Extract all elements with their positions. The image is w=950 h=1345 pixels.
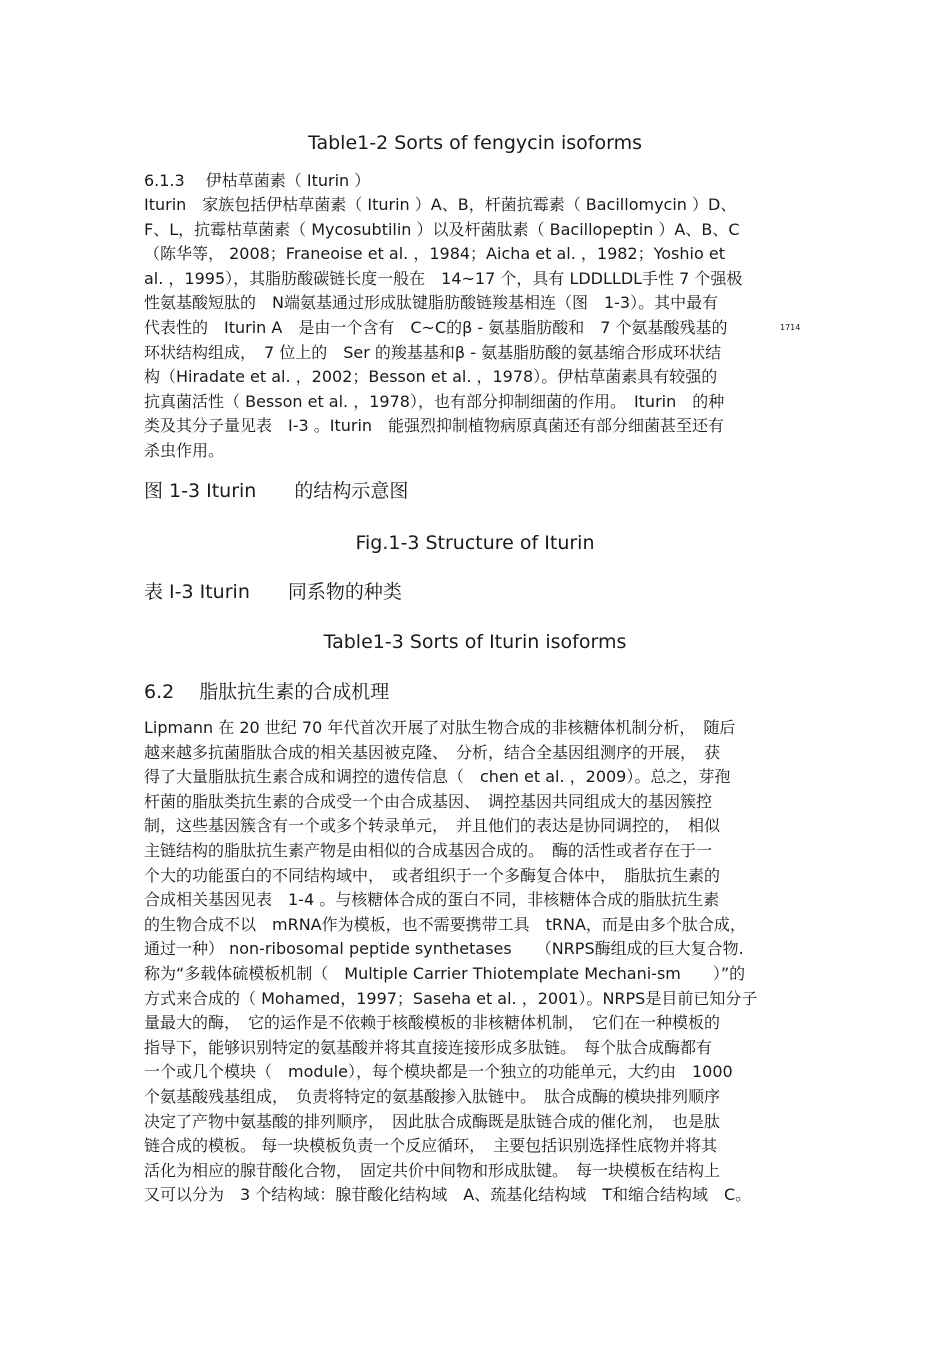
text-line: 抗真菌活性（ Besson et al. ，1978），也有部分抑制细菌的作用。 Iturin 的种 — [144, 391, 725, 411]
text-line: 指导下，能够识别特定的氨基酸并将其直接连接形成多肽链。 每个肽合成酶都有 — [144, 1037, 713, 1057]
text-line: 合成相关基因见表 1-4 。与核糖体合成的蛋白不同，非核糖体合成的脂肽抗生素 — [144, 890, 720, 910]
text-line: Iturin 家族包括伊枯草菌素（ Iturin ）A、B，杆菌抗霉素（ Bacillomycin ）D、 — [144, 195, 737, 214]
text-line: 又可以分为 3 个结构域：腺苷酸化结构域 A、巯基化结构域 T和缩合结构域 C。 — [144, 1185, 752, 1205]
text-line: F、L，抗霉枯草菌素（ Mycosubtilin ）以及杆菌肽素（ Bacillopeptin ）A、B、C — [144, 219, 740, 239]
text-line: 通过一种） non-ribosomal peptide synthetases （NRPS酶组成的巨大复合物. — [144, 939, 744, 959]
text-line: 主链结构的脂肽抗生素产物是由相似的合成基因合成的。 酶的活性或者存在于一 — [144, 840, 713, 860]
text-line: 决定了产物中氨基酸的排列顺序， 因此肽合成酶既是肽链合成的催化剂， 也是肽 — [144, 1111, 721, 1131]
section-heading-6-1-3: 6.1.3 伊枯草菌素（ Iturin ） — [144, 171, 371, 190]
superscript-note: 1714 — [780, 322, 801, 332]
table-caption-en: Table1-3 Sorts of Iturin isoforms — [323, 631, 627, 653]
text-line: 环状结构组成， 7 位上的 Ser 的羧基基和β - 氨基脂肪酸的氨基缩合形成环状结 — [144, 342, 722, 362]
section-heading-6-2: 6.2 脂肽抗生素的合成机理 — [144, 681, 390, 703]
text-line-with-note — [144, 316, 814, 341]
text-line: 的生物合成不以 mRNA作为模板，也不需要携带工具 tRNA，而是由多个肽合成， — [144, 914, 746, 934]
paragraph-iturin — [144, 193, 814, 464]
text-line: 个大的功能蛋白的不同结构域中， 或者组织于一个多酶复合体中， 脂肽抗生素的 — [144, 865, 721, 885]
figure-caption-cn: 图 1-3 Iturin 的结构示意图 — [144, 480, 409, 502]
text-line: 称为“多载体硫模板机制（ Multiple Carrier Thiotemplate Mechani-sm ）”的 — [144, 963, 746, 983]
table-caption-1-2: Table1-2 Sorts of fengycin isoforms — [308, 132, 642, 154]
text-line: Lipmann 在 20 世纪 70 年代首次开展了对肽生物合成的非核糖体机制分析， 随后 — [144, 718, 736, 737]
text-line: 得了大量脂肽抗生素合成和调控的遗传信息（ chen et al. ，2009）。总之，芽孢 — [144, 767, 731, 787]
figure-caption-en: Fig.1-3 Structure of Iturin — [355, 532, 595, 554]
text-line: 类及其分子量见表 I-3 。Iturin 能强烈抑制植物病原真菌还有部分细菌甚至还有 — [144, 416, 725, 436]
text-line: 越来越多抗菌脂肽合成的相关基因被克隆、 分析，结合全基因组测序的开展， 获 — [144, 742, 721, 762]
text-line: （陈华等， 2008；Franeoise et al. ，1984；Aicha et al. ，1982；Yoshio et — [144, 244, 725, 264]
text-line: 链合成的模板。 每一块模板负责一个反应循环， 主要包括识别选择性底物并将其 — [144, 1136, 718, 1156]
text-line: 制，这些基因簇含有一个或多个转录单元， 并且他们的表达是协同调控的， 相似 — [144, 816, 721, 836]
table-caption-cn: 表 I-3 Iturin 同系物的种类 — [144, 581, 402, 603]
text-line: 构（Hiradate et al. ，2002；Besson et al. ，1978）。伊枯草菌素具有较强的 — [144, 367, 718, 387]
text-line: 量最大的酶， 它的运作是不依赖于核酸模板的非核糖体机制， 它们在一种模板的 — [144, 1013, 721, 1033]
text-line: 一个或几个模块（ module），每个模块都是一个独立的功能单元，大约由 1000 — [144, 1062, 733, 1082]
text-line: 活化为相应的腺苷酸化合物， 固定共价中间物和形成肽键。 每一块模板在结构上 — [144, 1160, 721, 1180]
text-line: 方式来合成的（ Mohamed，1997；Saseha et al. ，2001）。NRPS是目前已知分子 — [144, 988, 758, 1008]
text-line: 杆菌的脂肽类抗生素的合成受一个由合成基因、 调控基因共同组成大的基因簇控 — [144, 791, 713, 811]
text-line: 个氨基酸残基组成， 负责将特定的氨基酸掺入肽链中。 肽合成酶的模块排列顺序 — [144, 1086, 721, 1106]
text-line: 代表性的 Iturin A 是由一个含有 C~C的β - 氨基脂肪酸和 7 个氨基酸残基的 — [144, 317, 728, 337]
paragraph-synthesis — [144, 716, 814, 1208]
text-line: 杀虫作用。 — [144, 440, 225, 460]
text-line: 性氨基酸短肽的 N端氨基通过形成肽键脂肪酸链羧基相连（图 1-3）。其中最有 — [144, 293, 719, 313]
text-line: al. ，1995），其脂肪酸碳链长度一般在 14~17 个，具有 LDDLLDL手性 7 个强极 — [144, 268, 743, 288]
